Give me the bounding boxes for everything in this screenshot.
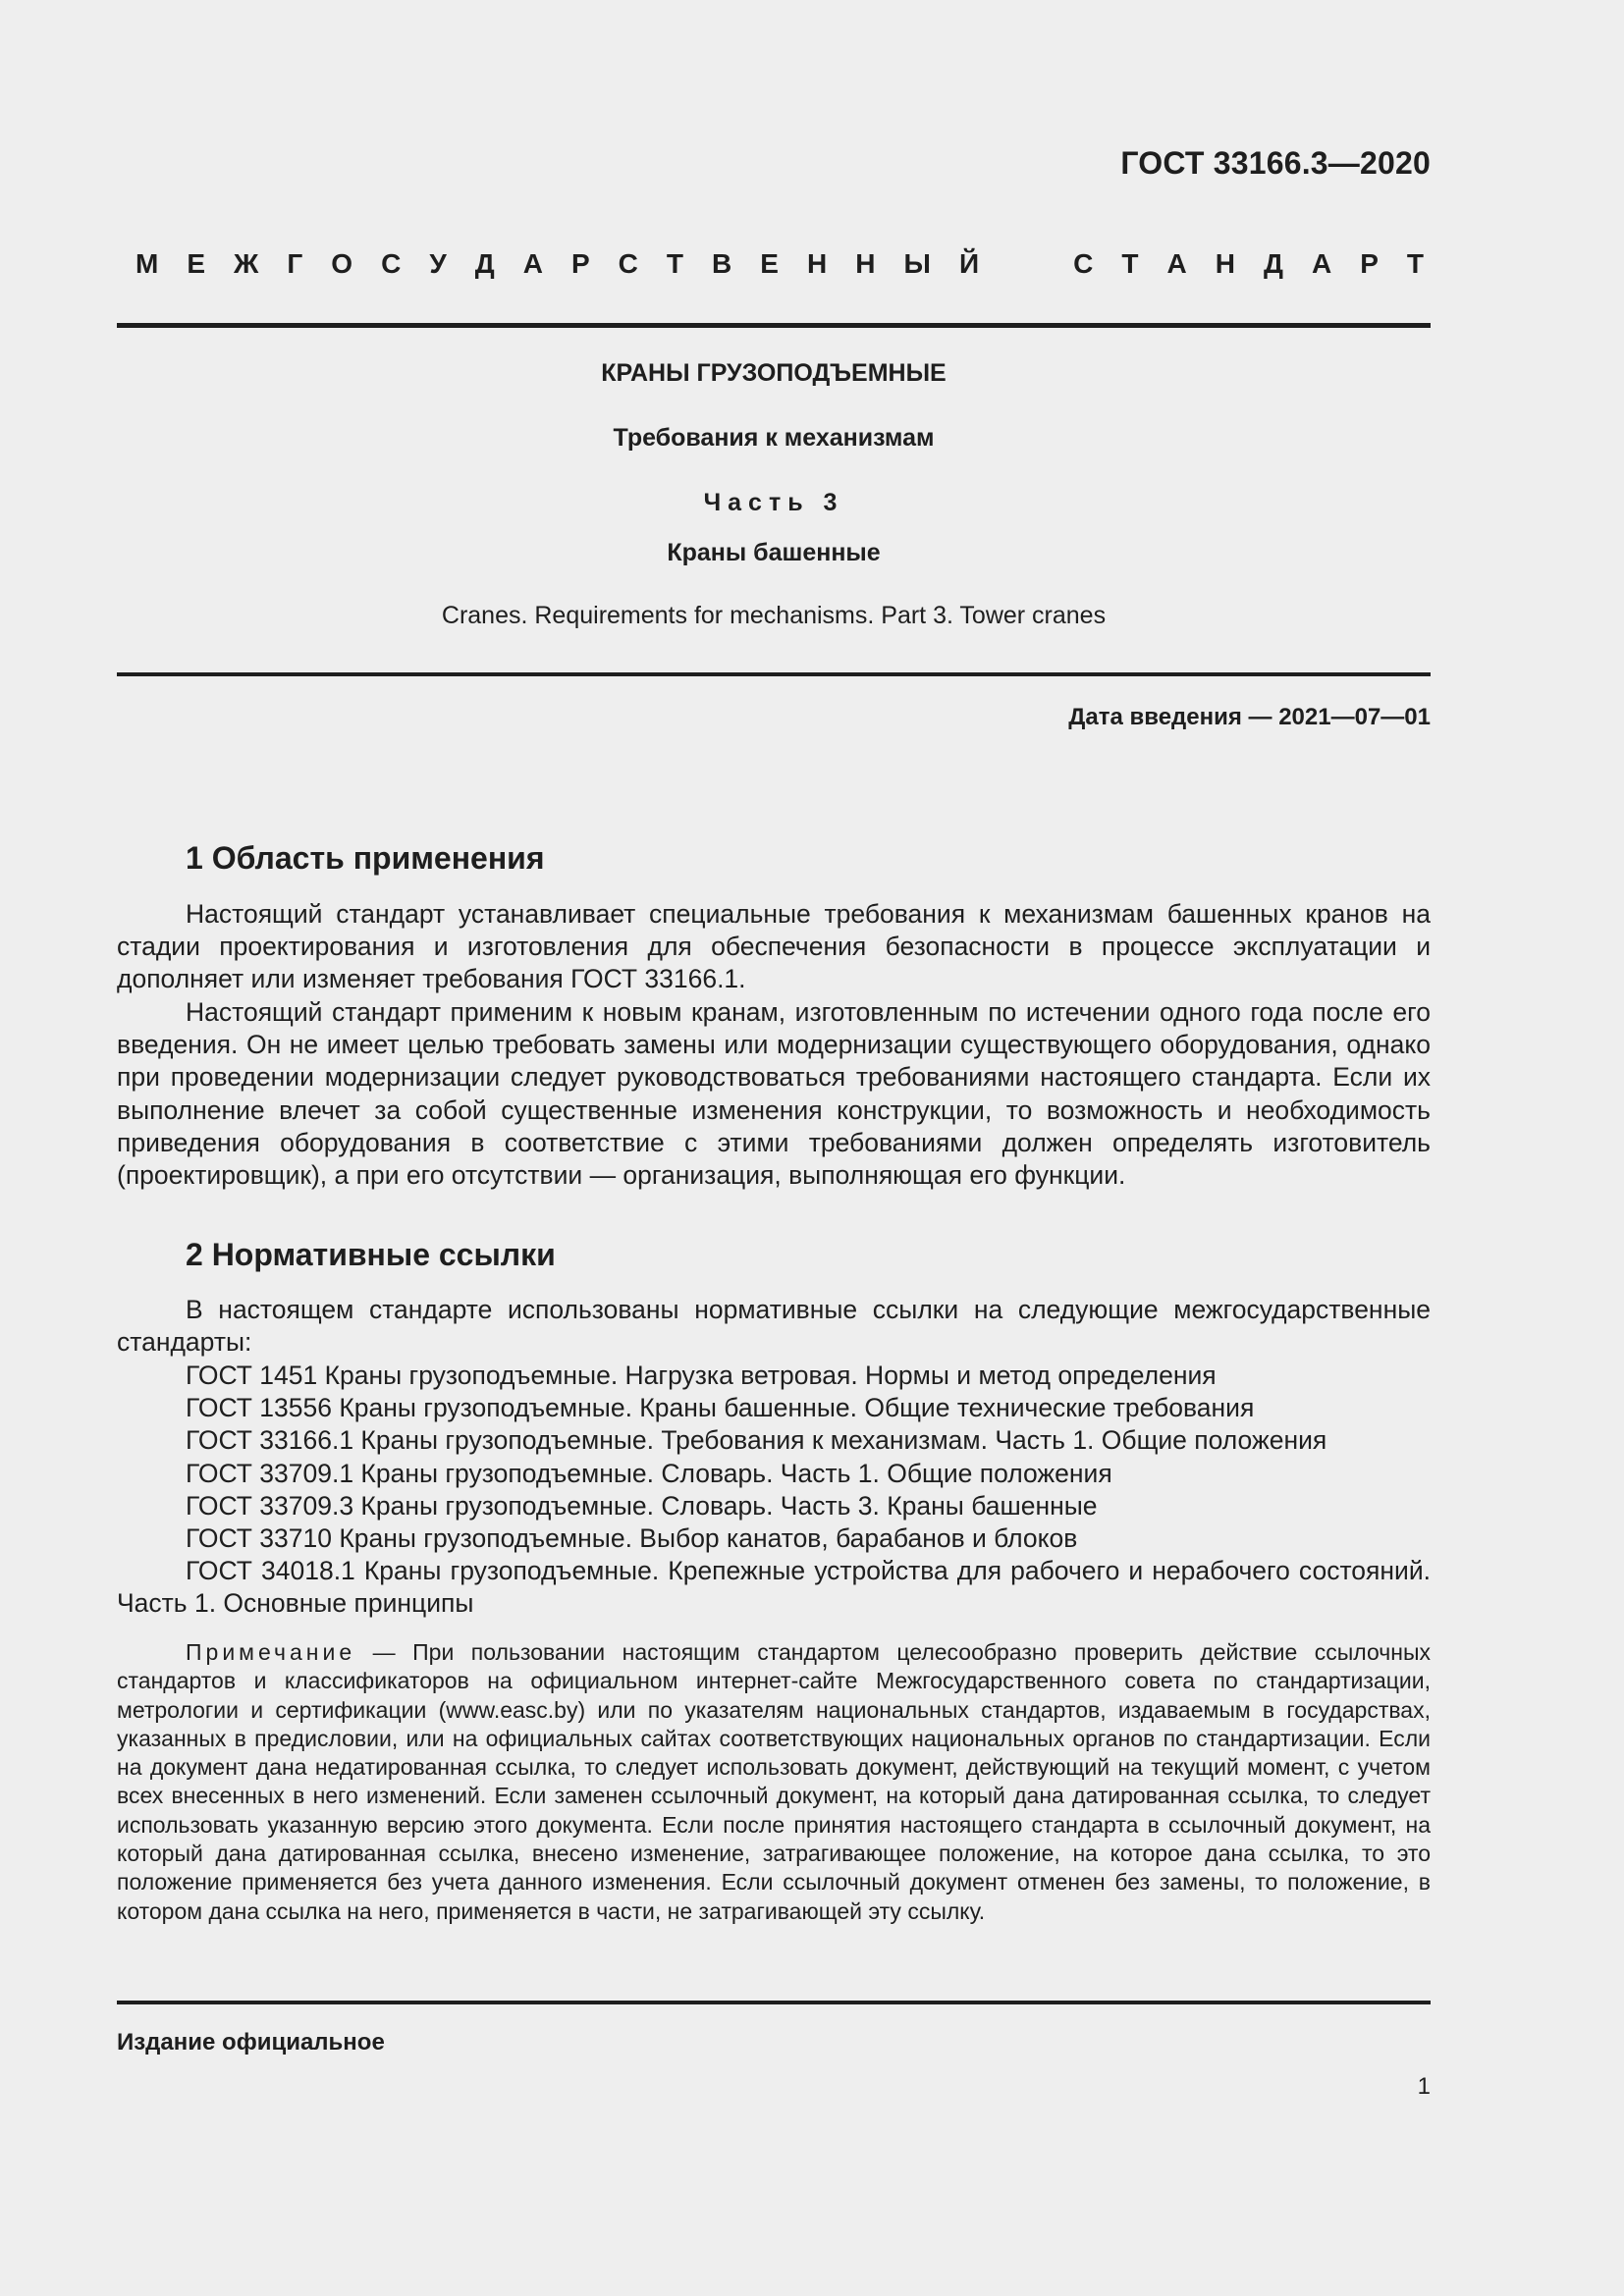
heading-letter: А xyxy=(522,248,543,279)
heading-letter: Е xyxy=(760,248,779,279)
section-1-paragraph-1: Настоящий стандарт устанавливает специальные требования к механизмам башенных кранов на стадии проектирования и изготовления для обеспечения безопасности в процессе эксплуатации и дополняет или изменяет требования ГОСТ 33166.1. xyxy=(117,899,1431,994)
heading-letter: А xyxy=(1311,248,1332,279)
heading-letter: Т xyxy=(1406,248,1424,279)
top-divider xyxy=(117,323,1431,328)
heading-letter: Г xyxy=(287,248,303,279)
reference-item: ГОСТ 13556 Краны грузоподъемные. Краны башенные. Общие технические требования xyxy=(186,1393,1255,1422)
reference-item: ГОСТ 33709.1 Краны грузоподъемные. Словарь. Часть 1. Общие положения xyxy=(186,1459,1112,1488)
section-1-paragraph-2: Настоящий стандарт применим к новым кранам, изготовленным по истечении одного года после его введения. Он не имеет целью требовать замены или модернизации существующего оборудования, однако при проведении модернизации следует руководствоваться требованиями настоящего стандарта. Если их выполнение влечет за собой существенные изменения конструкции, то возможность и необходимость приведения оборудования в соответствие с этими требованиями должен определять изготовитель (проектировщик), а при его отсутствии — организация, выполняющая его функции. xyxy=(117,997,1431,1191)
section-2-heading: 2 Нормативные ссылки xyxy=(186,1237,556,1272)
heading-letter: Н xyxy=(855,248,876,279)
standard-kind-heading xyxy=(135,248,1424,280)
reference-note xyxy=(117,1638,1431,1926)
reference-item-last: ГОСТ 34018.1 Краны грузоподъемные. Крепежные устройства для рабочего и нерабочего состояний. Часть 1. Основные принципы xyxy=(117,1556,1431,1619)
part-title: Краны башенные xyxy=(667,539,881,566)
heading-letter: С xyxy=(618,248,638,279)
document-code: ГОСТ 33166.3—2020 xyxy=(1120,145,1431,181)
introduction-date: Дата введения — 2021—07—01 xyxy=(1068,704,1431,730)
part-label: Часть 3 xyxy=(703,489,844,516)
footer-divider xyxy=(117,2001,1431,2004)
heading-letter: У xyxy=(429,248,447,279)
heading-letter: Ж xyxy=(234,248,259,279)
heading-letter: Н xyxy=(807,248,828,279)
heading-letter: Е xyxy=(187,248,206,279)
heading-letter: Й xyxy=(958,248,980,279)
heading-letter: Д xyxy=(474,248,495,279)
reference-item: ГОСТ 33166.1 Краны грузоподъемные. Требования к механизмам. Часть 1. Общие положения xyxy=(186,1425,1327,1455)
heading-letter: Р xyxy=(1360,248,1379,279)
heading-letter: О xyxy=(331,248,353,279)
document-title: КРАНЫ ГРУЗОПОДЪЕМНЫЕ xyxy=(601,359,947,387)
section-2-intro: В настоящем стандарте использованы нормативные ссылки на следующие межгосударственные стандарты: xyxy=(117,1295,1431,1358)
note-label: Примечание xyxy=(186,1639,356,1665)
heading-letter: Д xyxy=(1263,248,1283,279)
heading-letter: С xyxy=(1073,248,1094,279)
heading-letter: В xyxy=(712,248,732,279)
heading-letter: М xyxy=(135,248,159,279)
official-edition-label: Издание официальное xyxy=(117,2029,385,2056)
section-1-heading: 1 Область применения xyxy=(186,840,545,876)
heading-letter: Р xyxy=(570,248,590,279)
document-subtitle: Требования к механизмам xyxy=(613,424,935,452)
reference-item: ГОСТ 33710 Краны грузоподъемные. Выбор канатов, барабанов и блоков xyxy=(186,1523,1078,1553)
heading-letter: С xyxy=(381,248,402,279)
english-title: Cranes. Requirements for mechanisms. Part 3. Tower cranes xyxy=(441,602,1107,629)
page-number: 1 xyxy=(1417,2073,1431,2100)
heading-letter: Т xyxy=(1121,248,1139,279)
reference-item: ГОСТ 33709.3 Краны грузоподъемные. Словарь. Часть 3. Краны башенные xyxy=(186,1491,1098,1521)
title-divider xyxy=(117,672,1431,676)
heading-letter: Т xyxy=(666,248,684,279)
heading-letter: А xyxy=(1166,248,1187,279)
heading-letter: Ы xyxy=(903,248,931,279)
word-gap xyxy=(1007,248,1045,280)
heading-letter: Н xyxy=(1215,248,1235,279)
reference-item: ГОСТ 1451 Краны грузоподъемные. Нагрузка ветровая. Нормы и метод определения xyxy=(186,1361,1217,1390)
note-text: — При пользовании настоящим стандартом целесообразно проверить действие ссылочных стандартов и классификаторов на официальном интернет-сайте Межгосударственного совета по стандартизации, метрологии и сертификации (www.easc.by) или по указателям национальных стандартов, издаваемым в государствах, указанных в предисловии, или на официальных сайтах соответствующих национальных органов по стандартизации. Если на документ дана недатированная ссылка, то следует использовать документ, действующий на текущий момент, с учетом всех внесенных в него изменений. Если заменен ссылочный документ, на который дана датированная ссылка, то следует использовать указанную версию этого документа. Если после принятия настоящего стандарта в ссылочный документ, на который дана датированная ссылка, внесено изменение, затрагивающее положение, на которое дана ссылка, то это положение применяется без учета данного изменения. Если ссылочный документ отменен без замены, то положение, в котором дана ссылка на него, применяется в части, не затрагивающей эту ссылку. xyxy=(117,1639,1431,1924)
